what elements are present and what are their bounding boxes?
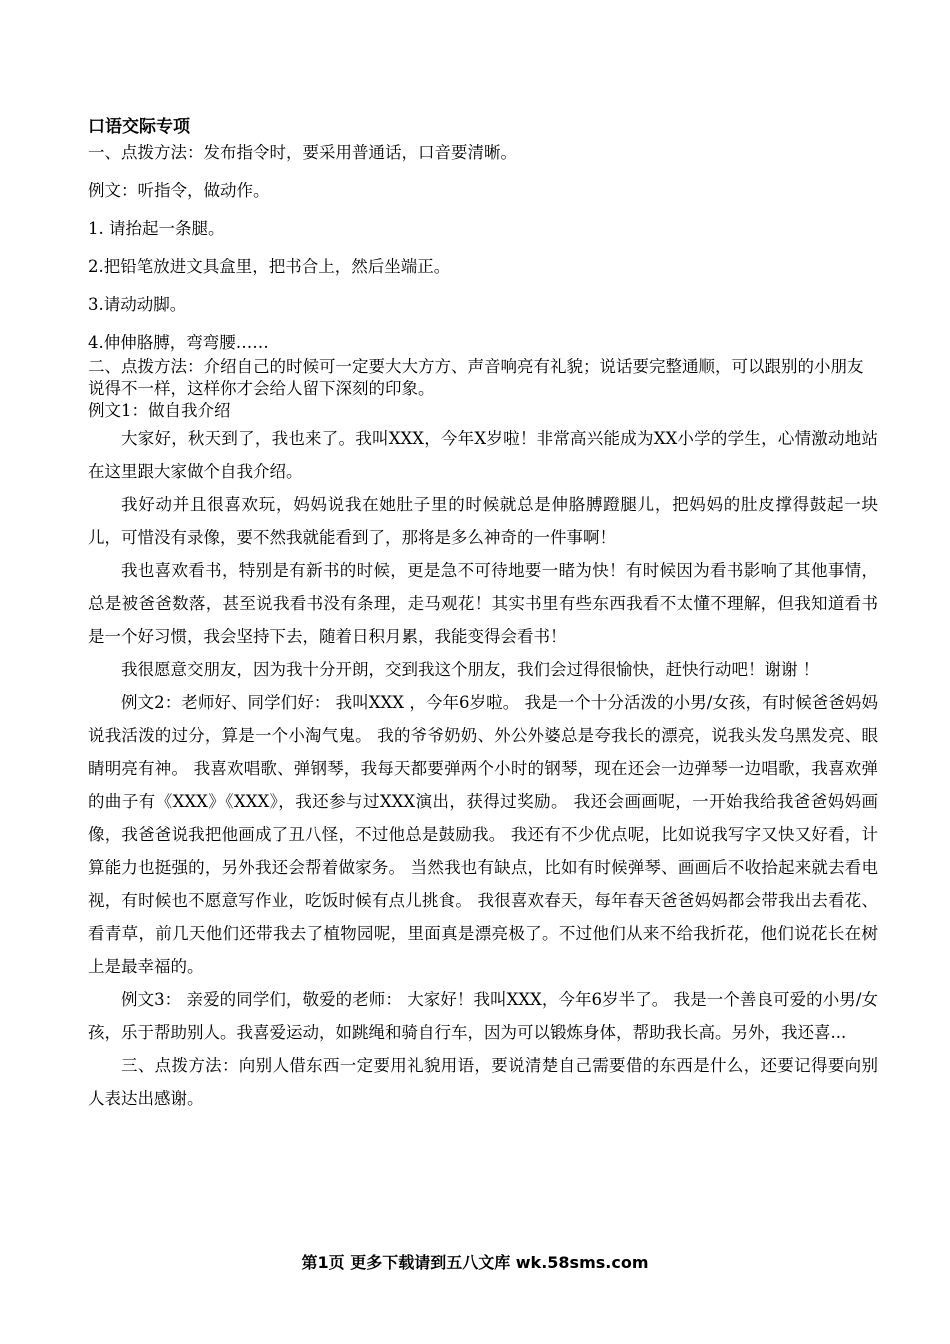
example1-paragraph: 我也喜欢看书，特别是有新书的时候，更是急不可待地要一睹为快！有时候因为看书影响了其他事情，总是被爸爸数落，甚至说我看书没有条理，走马观花！其实书里有些东西我看不太懂不理解，但我知道看书是一个好习惯，我会坚持下去，随着日积月累，我能变得会看书！ (88, 561, 878, 646)
instruction-item: 1. 请抬起一条腿。 (88, 219, 225, 238)
example1-paragraph: 大家好，秋天到了，我也来了。我叫XXX，今年X岁啦！非常高兴能成为XX小学的学生，心情激动地站在这里跟大家做个自我介绍。 (88, 429, 878, 481)
instruction-item: 3.请动动脚。 (88, 295, 187, 314)
example1-heading: 例文1：做自我介绍 (88, 401, 231, 420)
section1-heading: 一、点拨方法：发布指令时，要采用普通话，口音要清晰。 (88, 143, 517, 162)
instruction-item: 4.伸伸胳膊，弯弯腰…… (88, 333, 269, 352)
page-footer: 第1页 更多下载请到五八文库 wk.58sms.com (301, 1253, 649, 1272)
example3-paragraph: 例文3： 亲爱的同学们，敬爱的老师： 大家好！我叫XXX，今年6岁半了。 我是一个善良可爱的小男/女孩，乐于帮助别人。我喜爱运动，如跳绳和骑自行车，因为可以锻炼身体，帮助我长高。另外，我还喜... (88, 990, 878, 1042)
example2-paragraph: 例文2：老师好、同学们好： 我叫XXX ，今年6岁啦。 我是一个十分活泼的小男/女孩，有时候爸爸妈妈说我活泼的过分，算是一个小淘气鬼。 我的爷爷奶奶、外公外婆总是夸我长的漂亮，说我头发乌黑发亮、眼睛明亮有神。 我喜欢唱歌、弹钢琴，我每天都要弹两个小时的钢琴，现在还会一边弹琴一边唱歌，我喜欢弹的曲子有《XXX》《XXX》，我还参与过XXX演出，获得过奖励。 我还会画画呢，一开始我给我爸爸妈妈画像，我爸爸说我把他画成了丑八怪，不过他总是鼓励我。 我还有不少优点呢，比如说我写字又快又好看，计算能力也挺强的，另外我还会帮着做家务。 当然我也有缺点，比如有时候弹琴、画画后不收拾起来就去看电视，有时候也不愿意写作业，吃饭时候有点儿挑食。 我很喜欢春天，每年春天爸爸妈妈都会带我出去看花、看青草，前几天他们还带我去了植物园呢，里面真是漂亮极了。不过他们从来不给我折花，他们说花长在树上是最幸福的。 (88, 693, 878, 976)
document-title: 口语交际专项 (88, 117, 190, 137)
example1-paragraph: 我很愿意交朋友，因为我十分开朗，交到我这个朋友，我们会过得很愉快，赶快行动吧！谢谢 ！ (121, 660, 820, 679)
section3-heading: 三、点拨方法：向别人借东西一定要用礼貌用语，要说清楚自己需要借的东西是什么，还要记得要向别人表达出感谢。 (88, 1056, 878, 1108)
example1-paragraph: 我好动并且很喜欢玩，妈妈说我在她肚子里的时候就总是伸胳膊蹬腿儿，把妈妈的肚皮撑得鼓起一块儿，可惜没有录像，要不然我就能看到了，那将是多么神奇的一件事啊！ (88, 495, 878, 547)
example-heading: 例文：听指令，做动作。 (88, 181, 270, 200)
instruction-item: 2.把铅笔放进文具盒里，把书合上，然后坐端正。 (88, 257, 451, 276)
section2-heading: 二、点拨方法：介绍自己的时候可一定要大大方方、声音响亮有礼貌；说话要完整通顺，可以跟别的小朋友说得不一样，这样你才会给人留下深刻的印象。 (88, 357, 864, 398)
document-page (88, 114, 878, 1115)
